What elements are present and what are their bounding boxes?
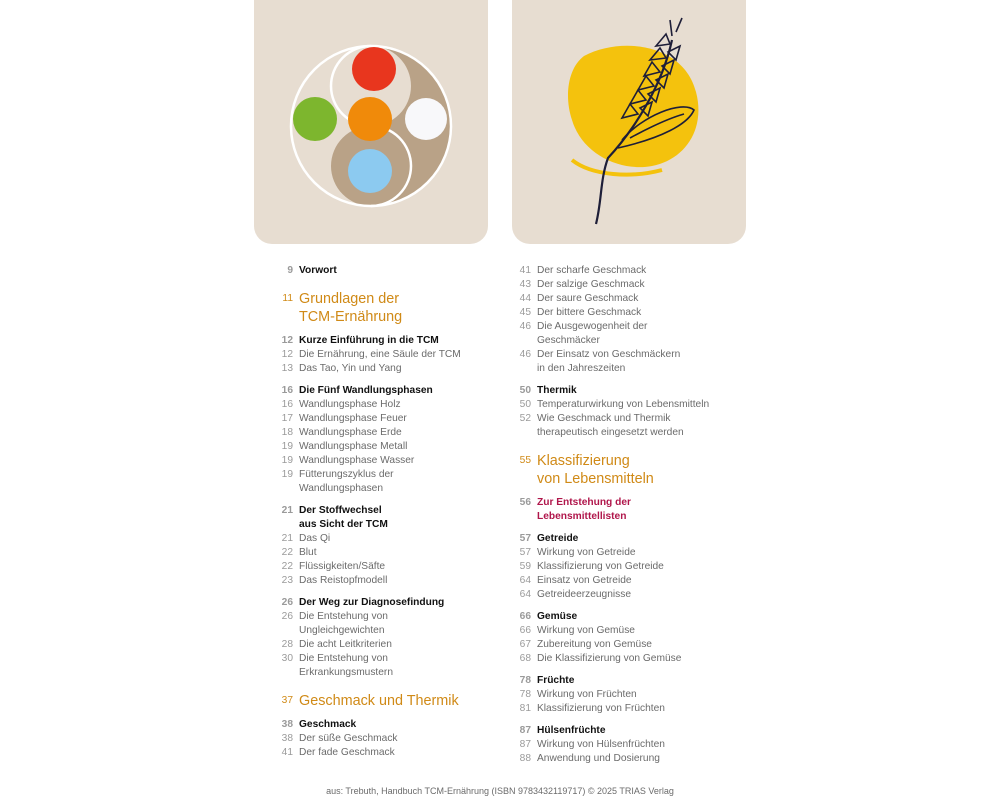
toc-entry-title: Der Weg zur Diagnosefindung bbox=[299, 597, 445, 608]
toc-page-number: 56 bbox=[519, 497, 531, 508]
toc-entry-geschmack bbox=[276, 718, 506, 732]
toc-page-number: 67 bbox=[519, 639, 531, 650]
toc-entry-title: Wie Geschmack und Thermik therapeutisch eingesetzt werden bbox=[537, 413, 684, 438]
toc-entry-das-tao-yin-und-yang bbox=[276, 362, 506, 376]
toc-page-number: 46 bbox=[519, 321, 531, 332]
green-dot bbox=[293, 97, 337, 141]
toc-page-number: 43 bbox=[519, 279, 531, 290]
toc-page-number: 64 bbox=[519, 575, 531, 586]
toc-entry-title: Die Ausgewogenheit der Geschmäcker bbox=[537, 321, 648, 346]
orange-dot bbox=[348, 97, 392, 141]
toc-entry-die-ausgewogenheit-der-geschmaecker bbox=[514, 320, 744, 348]
toc-page-number: 26 bbox=[281, 597, 293, 608]
toc-right-column bbox=[514, 264, 744, 766]
toc-entry-wirkung-von-huelsenfruechten bbox=[514, 738, 744, 752]
toc-entry-getreide bbox=[514, 532, 744, 546]
toc-entry-title: Einsatz von Getreide bbox=[537, 575, 632, 586]
toc-entry-title: Blut bbox=[299, 547, 317, 558]
toc-page-number: 81 bbox=[519, 703, 531, 714]
toc-entry-der-bittere-geschmack bbox=[514, 306, 744, 320]
toc-entry-title: Der saure Geschmack bbox=[537, 293, 639, 304]
toc-entry-title: Wandlungsphase Feuer bbox=[299, 413, 407, 424]
toc-page-number: 37 bbox=[281, 695, 293, 706]
toc-page-number: 44 bbox=[519, 293, 531, 304]
toc-entry-title: Zur Entstehung der Lebensmittellisten bbox=[537, 497, 631, 522]
toc-page-number: 57 bbox=[519, 533, 531, 544]
toc-page-number: 64 bbox=[519, 589, 531, 600]
toc-page-number: 13 bbox=[281, 363, 293, 374]
toc-entry-title: Kurze Einführung in die TCM bbox=[299, 335, 439, 346]
toc-entry-title: Getreide bbox=[537, 533, 579, 544]
toc-entry-title: Der salzige Geschmack bbox=[537, 279, 645, 290]
toc-entry-title: Das Reistopfmodell bbox=[299, 575, 388, 586]
toc-entry-der-fade-geschmack bbox=[276, 746, 506, 760]
toc-page-number: 30 bbox=[281, 653, 293, 664]
toc-entry-wandlungsphase-metall bbox=[276, 440, 506, 454]
toc-page-number: 28 bbox=[281, 639, 293, 650]
toc-entry-einsatz-von-getreide bbox=[514, 574, 744, 588]
toc-entry-vorwort bbox=[276, 264, 506, 278]
toc-entry-title: Das Qi bbox=[299, 533, 331, 544]
toc-entry-title: Flüssigkeiten/Säfte bbox=[299, 561, 386, 572]
toc-entry-title: Wandlungsphase Erde bbox=[299, 427, 402, 438]
toc-entry-blut bbox=[276, 546, 506, 560]
toc-entry-fuetterungszyklus-der-wandlungsphasen bbox=[276, 468, 506, 496]
toc-entry-title: Hülsenfrüchte bbox=[537, 725, 606, 736]
toc-left-column bbox=[276, 264, 506, 760]
wheat-illustration-card bbox=[512, 0, 746, 244]
toc-entry-zur-entstehung-der-lebensmittellisten bbox=[514, 496, 744, 524]
toc-page-number: 21 bbox=[281, 505, 293, 516]
toc-page-number: 9 bbox=[287, 265, 293, 276]
toc-entry-wandlungsphase-erde bbox=[276, 426, 506, 440]
toc-page-number: 26 bbox=[281, 611, 293, 622]
toc-page-number: 88 bbox=[519, 753, 531, 764]
toc-entry-getreideerzeugnisse bbox=[514, 588, 744, 602]
toc-page-number: 18 bbox=[281, 427, 293, 438]
toc-page-number: 68 bbox=[519, 653, 531, 664]
toc-entry-wirkung-von-gemuese bbox=[514, 624, 744, 638]
toc-page-number: 41 bbox=[519, 265, 531, 276]
toc-entry-wie-geschmack-und-thermik-therapeutisch-eingesetzt-werden bbox=[514, 412, 744, 440]
toc-entry-zubereitung-von-gemuese bbox=[514, 638, 744, 652]
toc-entry-title: Wirkung von Früchten bbox=[537, 689, 637, 700]
toc-entry-anwendung-und-dosierung bbox=[514, 752, 744, 766]
toc-entry-title: Vorwort bbox=[299, 265, 337, 276]
toc-entry-die-entstehung-von-erkrankungsmustern bbox=[276, 652, 506, 680]
toc-page-number: 17 bbox=[281, 413, 293, 424]
toc-page-number: 87 bbox=[519, 739, 531, 750]
wheat-sun-icon bbox=[512, 0, 746, 244]
toc-entry-title: Fütterungszyklus der Wandlungsphasen bbox=[299, 469, 394, 494]
toc-entry-title: Wandlungsphase Holz bbox=[299, 399, 401, 410]
toc-entry-title: Wandlungsphase Wasser bbox=[299, 455, 415, 466]
toc-entry-title: Die Entstehung von Ungleichgewichten bbox=[299, 611, 388, 636]
toc-entry-title: Die acht Leitkriterien bbox=[299, 639, 392, 650]
toc-entry-gemuese bbox=[514, 610, 744, 624]
toc-page-number: 59 bbox=[519, 561, 531, 572]
yin-yang-five-elements-icon bbox=[254, 0, 488, 244]
toc-entry-title: Thermik bbox=[537, 385, 577, 396]
toc-entry-fluessigkeiten-saefte bbox=[276, 560, 506, 574]
toc-entry-title: Die Klassifizierung von Gemüse bbox=[537, 653, 682, 664]
toc-page-number: 22 bbox=[281, 547, 293, 558]
toc-entry-der-einsatz-von-geschmaeckern-in-den-jahreszeiten bbox=[514, 348, 744, 376]
toc-page-number: 78 bbox=[519, 689, 531, 700]
toc-entry-kurze-einfuehrung-in-die-tcm bbox=[276, 334, 506, 348]
toc-entry-temperaturwirkung-von-lebensmitteln bbox=[514, 398, 744, 412]
toc-page-number: 38 bbox=[281, 719, 293, 730]
toc-entry-der-scharfe-geschmack bbox=[514, 264, 744, 278]
toc-page-number: 16 bbox=[281, 385, 293, 396]
yin-yang-illustration-card bbox=[254, 0, 488, 244]
toc-entry-huelsenfruechte bbox=[514, 724, 744, 738]
toc-entry-title: Klassifizierung von Lebensmitteln bbox=[537, 453, 654, 487]
toc-entry-klassifizierung-von-getreide bbox=[514, 560, 744, 574]
toc-entry-der-suesse-geschmack bbox=[276, 732, 506, 746]
toc-entry-thermik bbox=[514, 384, 744, 398]
toc-entry-title: Getreideerzeugnisse bbox=[537, 589, 632, 600]
toc-page-number: 55 bbox=[519, 455, 531, 466]
toc-page-number: 46 bbox=[519, 349, 531, 360]
toc-entry-title: Der Einsatz von Geschmäckern in den Jahreszeiten bbox=[537, 349, 681, 374]
toc-page-number: 16 bbox=[281, 399, 293, 410]
toc-entry-title: Früchte bbox=[537, 675, 575, 686]
toc-entry-title: Klassifizierung von Früchten bbox=[537, 703, 665, 714]
toc-page-number: 50 bbox=[519, 385, 531, 396]
toc-page-number: 21 bbox=[281, 533, 293, 544]
toc-entry-title: Zubereitung von Gemüse bbox=[537, 639, 652, 650]
toc-entry-title: Der süße Geschmack bbox=[299, 733, 398, 744]
toc-page-number: 78 bbox=[519, 675, 531, 686]
toc-entry-title: Wandlungsphase Metall bbox=[299, 441, 408, 452]
toc-entry-die-ernaehrung-eine-saeule-der-tcm bbox=[276, 348, 506, 362]
toc-entry-wandlungsphase-feuer bbox=[276, 412, 506, 426]
toc-entry-der-weg-zur-diagnosefindung bbox=[276, 596, 506, 610]
toc-entry-der-saure-geschmack bbox=[514, 292, 744, 306]
toc-page-number: 45 bbox=[519, 307, 531, 318]
toc-page-number: 50 bbox=[519, 399, 531, 410]
toc-page-number: 57 bbox=[519, 547, 531, 558]
toc-entry-title: Grundlagen der TCM-Ernährung bbox=[299, 291, 403, 325]
toc-page-number: 19 bbox=[281, 455, 293, 466]
toc-page-number: 19 bbox=[281, 441, 293, 452]
toc-entry-das-reistopfmodell bbox=[276, 574, 506, 588]
toc-entry-das-qi bbox=[276, 532, 506, 546]
toc-entry-title: Gemüse bbox=[537, 611, 578, 622]
toc-entry-klassifizierung-von-fruechten bbox=[514, 702, 744, 716]
toc-entry-title: Geschmack bbox=[299, 719, 357, 730]
toc-entry-die-entstehung-von-ungleichgewichten bbox=[276, 610, 506, 638]
toc-entry-title: Wirkung von Getreide bbox=[537, 547, 636, 558]
toc-page-number: 87 bbox=[519, 725, 531, 736]
toc-entry-title: Das Tao, Yin und Yang bbox=[299, 363, 402, 374]
toc-entry-title: Geschmack und Thermik bbox=[299, 693, 459, 709]
toc-entry-die-fuenf-wandlungsphasen bbox=[276, 384, 506, 398]
toc-page-number: 41 bbox=[281, 747, 293, 758]
toc-entry-die-klassifizierung-von-gemuese bbox=[514, 652, 744, 666]
toc-page-number: 12 bbox=[281, 335, 293, 346]
toc-entry-der-stoffwechsel-aus-sicht-der-tcm bbox=[276, 504, 506, 532]
toc-page-number: 12 bbox=[281, 349, 293, 360]
toc-entry-der-salzige-geschmack bbox=[514, 278, 744, 292]
toc-entry-fruechte bbox=[514, 674, 744, 688]
toc-entry-wirkung-von-getreide bbox=[514, 546, 744, 560]
toc-entry-grundlagen-der-tcm-ernaehrung bbox=[276, 290, 506, 326]
toc-entry-title: Die Ernährung, eine Säule der TCM bbox=[299, 349, 461, 360]
toc-page-number: 66 bbox=[519, 611, 531, 622]
toc-page-number: 23 bbox=[281, 575, 293, 586]
toc-page-number: 22 bbox=[281, 561, 293, 572]
toc-entry-title: Klassifizierung von Getreide bbox=[537, 561, 664, 572]
toc-entry-title: Anwendung und Dosierung bbox=[537, 753, 660, 764]
toc-entry-title: Der scharfe Geschmack bbox=[537, 265, 647, 276]
toc-page-number: 38 bbox=[281, 733, 293, 744]
toc-entry-die-acht-leitkriterien bbox=[276, 638, 506, 652]
toc-entry-title: Der Stoffwechsel aus Sicht der TCM bbox=[299, 505, 388, 530]
toc-entry-title: Wirkung von Gemüse bbox=[537, 625, 635, 636]
toc-page-number: 66 bbox=[519, 625, 531, 636]
toc-entry-wandlungsphase-wasser bbox=[276, 454, 506, 468]
toc-entry-title: Temperaturwirkung von Lebensmitteln bbox=[537, 399, 710, 410]
toc-entry-title: Die Entstehung von Erkrankungsmustern bbox=[299, 653, 393, 678]
blue-dot bbox=[348, 149, 392, 193]
toc-entry-title: Wirkung von Hülsenfrüchten bbox=[537, 739, 665, 750]
red-dot bbox=[352, 47, 396, 91]
toc-entry-title: Der fade Geschmack bbox=[299, 747, 395, 758]
footer-credit: aus: Trebuth, Handbuch TCM-Ernährung (ISBN 9783432119717) © 2025 TRIAS Verlag bbox=[326, 786, 674, 796]
toc-entry-title: Der bittere Geschmack bbox=[537, 307, 642, 318]
toc-entry-geschmack-und-thermik bbox=[276, 692, 506, 710]
toc-entry-wandlungsphase-holz bbox=[276, 398, 506, 412]
toc-page-number: 11 bbox=[282, 293, 293, 304]
toc-entry-wirkung-von-fruechten bbox=[514, 688, 744, 702]
toc-entry-klassifizierung-von-lebensmitteln bbox=[514, 452, 744, 488]
toc-page-number: 52 bbox=[519, 413, 531, 424]
toc-entry-title: Die Fünf Wandlungsphasen bbox=[299, 385, 433, 396]
toc-page-number: 19 bbox=[281, 469, 293, 480]
white-dot bbox=[405, 98, 447, 140]
